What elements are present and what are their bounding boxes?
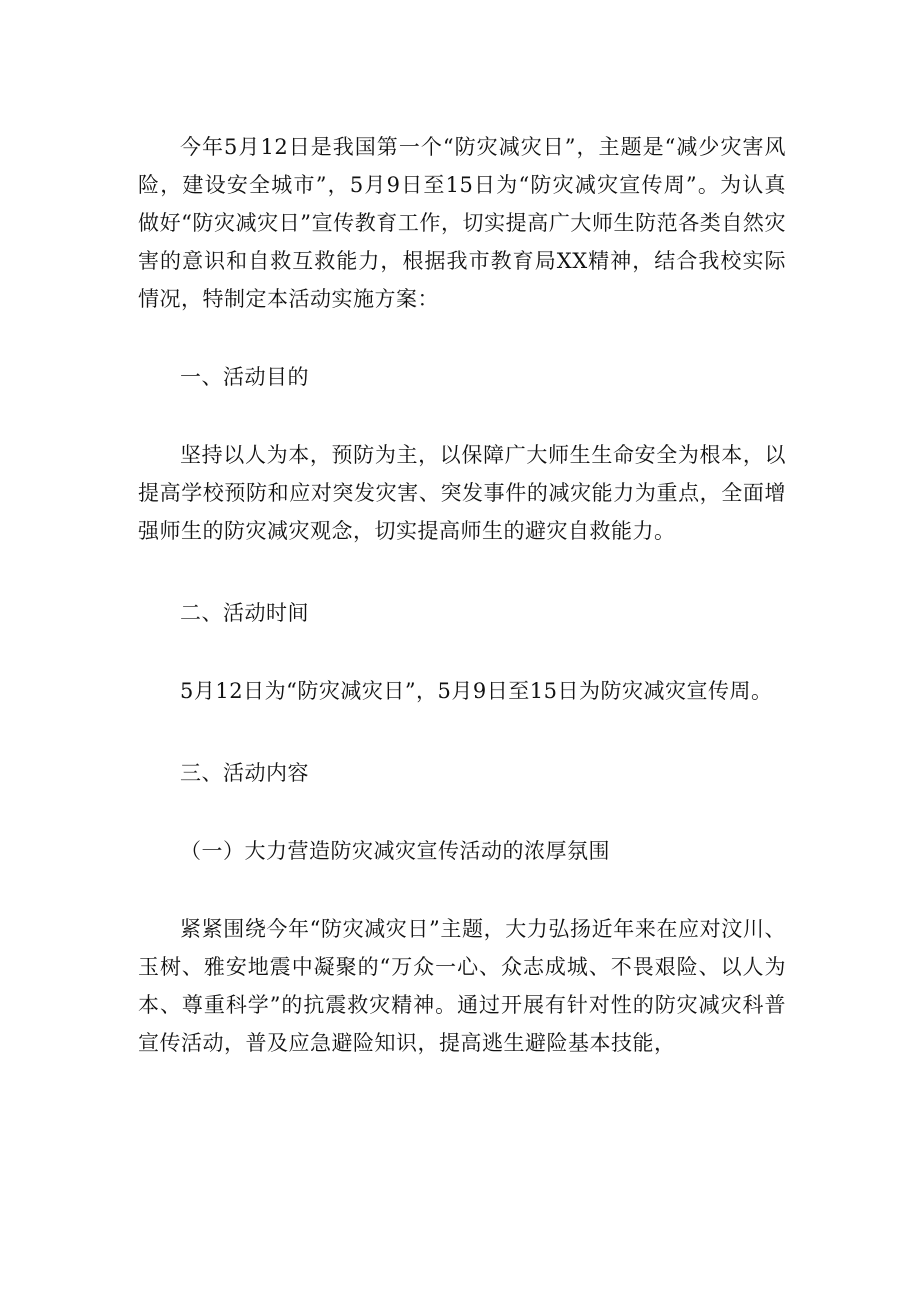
section-2-heading: 二、活动时间: [180, 601, 309, 625]
intro-paragraph: 今年5月12日是我国第一个“防灾减灾日”，主题是“减少灾害风险，建设安全城市”，5月9日至15日为“防灾减灾宣传周”。为认真做好“防灾减灾日”宣传教育工作，切实提高广大师生防范各类自然灾害的意识和自救互救能力，根据我市教育局XX精神，结合我校实际情况，特制定本活动实施方案：: [138, 135, 786, 311]
section-2-paragraph: 5月12日为“防灾减灾日”，5月9日至15日为防灾减灾宣传周。: [180, 679, 773, 703]
section-3-paragraph: 紧紧围绕今年“防灾减灾日”主题，大力弘扬近年来在应对汶川、玉树、雅安地震中凝聚的“万众一心、众志成城、不畏艰险、以人为本、尊重科学”的抗震救灾精神。通过开展有针对性的防灾减灾科普宣传活动，普及应急避险知识，提高逃生避险基本技能，: [138, 917, 786, 1055]
section-3-heading: 三、活动内容: [180, 761, 309, 785]
section-1-heading: 一、活动目的: [180, 365, 309, 389]
section-3-subheading: （一）大力营造防灾减灾宣传活动的浓厚氛围: [180, 839, 610, 863]
section-1-paragraph: 坚持以人为本，预防为主，以保障广大师生生命安全为根本，以提高学校预防和应对突发灾害、突发事件的减灾能力为重点，全面增强师生的防灾减灾观念，切实提高师生的避灾自救能力。: [138, 443, 786, 543]
document-body: [138, 128, 786, 1062]
